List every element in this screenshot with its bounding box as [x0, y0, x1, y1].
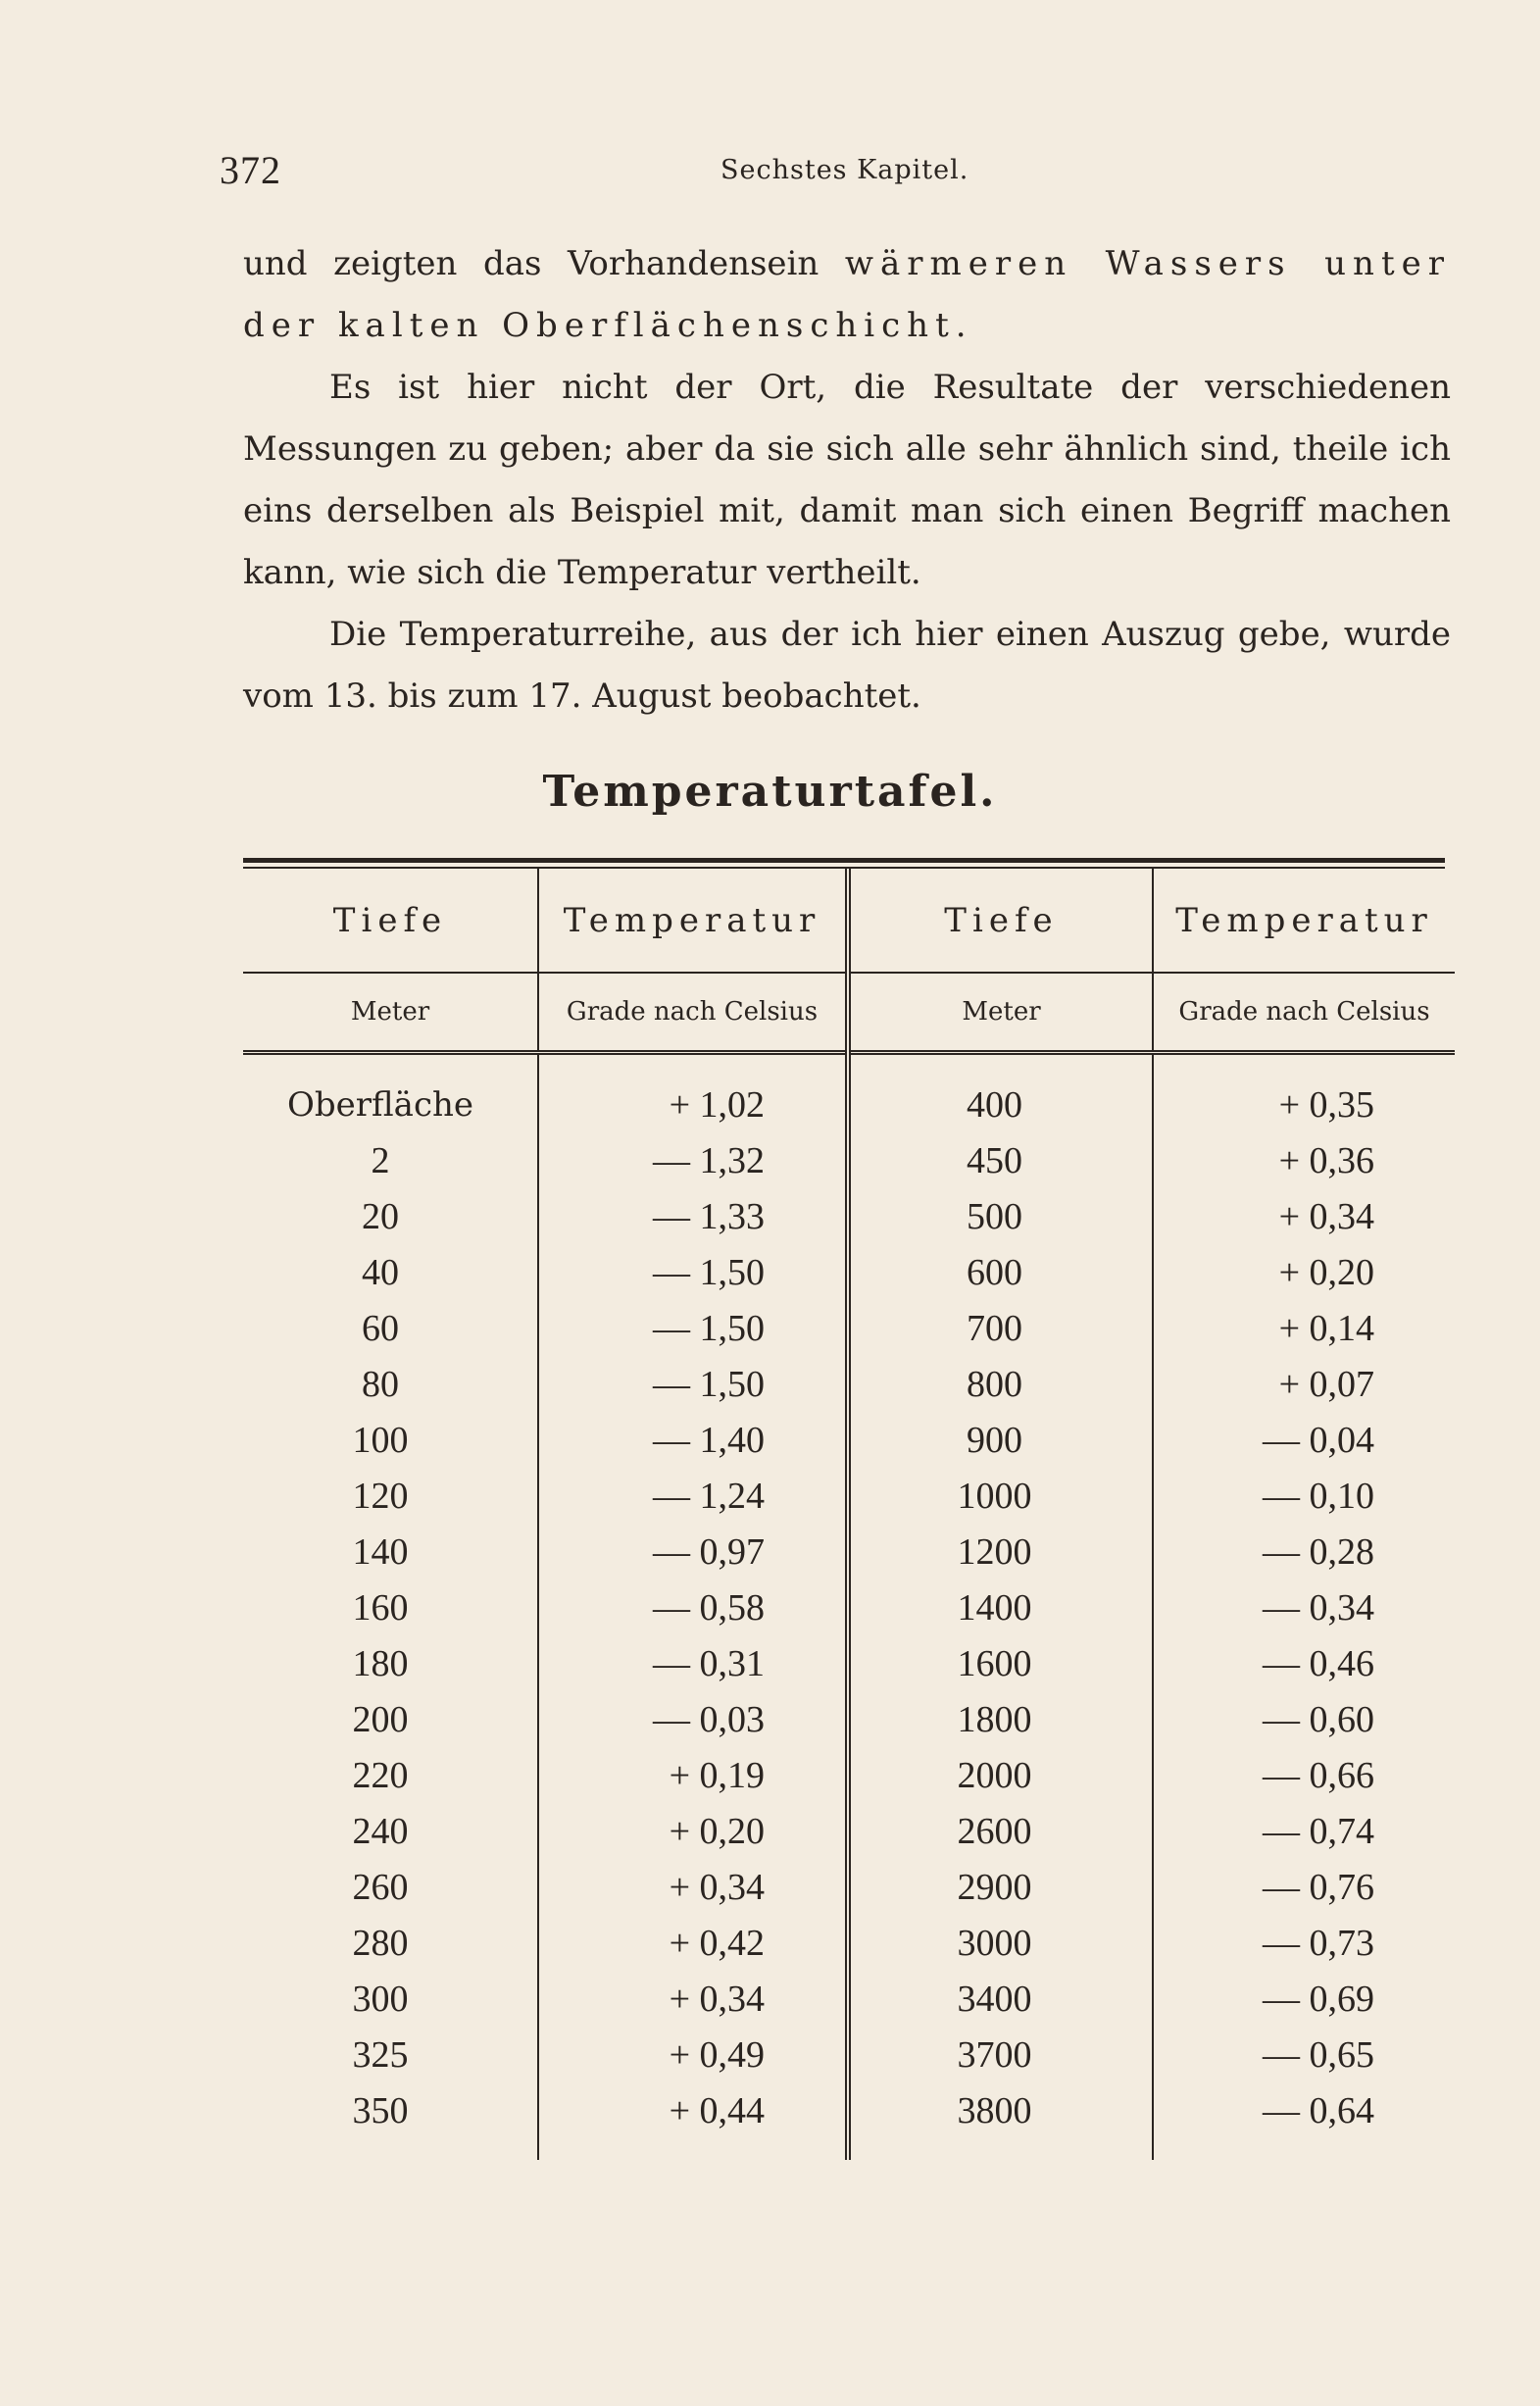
temperature-cell: — 0,64 — [1153, 2082, 1455, 2160]
depth-cell: 100 — [352, 1419, 409, 1461]
unit-depth-1: Meter — [243, 973, 538, 1053]
temperature-cell: + 0,44 — [538, 2082, 848, 2160]
header-depth-2: Tiefe — [848, 869, 1153, 973]
unit-temperature-1: Grade nach Celsius — [538, 973, 848, 1053]
depth-cell: 240 — [352, 1810, 409, 1852]
table-row — [243, 1579, 1455, 1635]
temperature-cell: — 1,50 — [538, 1356, 848, 1412]
depth-cell: 2 — [371, 1139, 390, 1181]
header-depth-1: Tiefe — [332, 900, 448, 940]
unit-depth-2: Meter — [848, 973, 1153, 1053]
depth-cell: 260 — [352, 1866, 409, 1908]
depth-cell: 325 — [352, 2033, 409, 2076]
page-number: 372 — [220, 148, 281, 192]
depth-cell: 1200 — [848, 1524, 1153, 1579]
body-text — [243, 233, 1451, 727]
temperature-cell: — 0,65 — [1153, 2027, 1455, 2082]
depth-cell: 3000 — [848, 1915, 1153, 1971]
temperature-cell: — 0,69 — [1153, 1971, 1455, 2027]
temperature-cell: — 0,58 — [538, 1579, 848, 1635]
temperature-cell: — 1,33 — [538, 1188, 848, 1244]
depth-cell: 2000 — [848, 1747, 1153, 1803]
depth-cell: 700 — [848, 1300, 1153, 1356]
depth-cell: 800 — [848, 1356, 1153, 1412]
temperature-cell: — 0,76 — [1153, 1859, 1455, 1915]
depth-cell: 400 — [848, 1053, 1153, 1133]
depth-cell: 20 — [362, 1195, 399, 1237]
depth-cell: 200 — [352, 1698, 409, 1740]
temperature-cell: — 1,50 — [538, 1244, 848, 1300]
temperature-cell: + 0,36 — [1153, 1132, 1455, 1188]
temperature-cell: + 0,20 — [1153, 1244, 1455, 1300]
temperature-cell: — 0,31 — [538, 1635, 848, 1691]
temperature-cell: + 0,19 — [538, 1747, 848, 1803]
temperature-cell: — 1,50 — [538, 1300, 848, 1356]
table-row — [243, 2082, 1455, 2160]
depth-cell: 60 — [362, 1307, 399, 1349]
temperature-cell: — 0,73 — [1153, 1915, 1455, 1971]
temperature-cell: + 1,02 — [538, 1053, 848, 1133]
depth-cell: 280 — [352, 1922, 409, 1964]
temperature-cell: + 0,34 — [1153, 1188, 1455, 1244]
temperature-cell: — 0,46 — [1153, 1635, 1455, 1691]
table-row — [243, 1524, 1455, 1579]
depth-cell: 1000 — [848, 1468, 1153, 1524]
table-row — [243, 1300, 1455, 1356]
table-row — [243, 1132, 1455, 1188]
temperature-cell: + 0,34 — [538, 1971, 848, 2027]
table-row — [243, 1915, 1455, 1971]
table-row — [243, 1053, 1455, 1133]
depth-cell: 3700 — [848, 2027, 1153, 2082]
depth-cell: 2600 — [848, 1803, 1153, 1859]
temperature-cell: — 0,34 — [1153, 1579, 1455, 1635]
temperature-cell: — 0,04 — [1153, 1412, 1455, 1468]
depth-cell: 450 — [848, 1132, 1153, 1188]
depth-cell: 1600 — [848, 1635, 1153, 1691]
temperature-table — [243, 858, 1445, 2160]
header-temperature-2: Temperatur — [1153, 869, 1455, 973]
depth-cell: 900 — [848, 1412, 1153, 1468]
depth-cell: 3800 — [848, 2082, 1153, 2160]
temperature-cell: + 0,35 — [1153, 1053, 1455, 1133]
running-head: Sechstes Kapitel. — [720, 155, 969, 185]
temperature-cell: + 0,20 — [538, 1803, 848, 1859]
header-row — [243, 869, 1455, 973]
temperature-table-grid — [243, 869, 1455, 2160]
table-row — [243, 1691, 1455, 1747]
table-top-rule-heavy — [243, 858, 1445, 863]
table-row — [243, 2027, 1455, 2082]
paragraph-1-emphasis: wärmeren Wassers unter der kalten Oberflächenschicht. — [243, 244, 1451, 345]
table-row — [243, 1747, 1455, 1803]
depth-cell: 160 — [352, 1586, 409, 1629]
temperature-cell: + 0,34 — [538, 1859, 848, 1915]
temperature-cell: + 0,07 — [1153, 1356, 1455, 1412]
temperature-cell: — 0,60 — [1153, 1691, 1455, 1747]
depth-cell: 3400 — [848, 1971, 1153, 2027]
unit-temperature-2: Grade nach Celsius — [1153, 973, 1455, 1053]
temperature-cell: — 1,24 — [538, 1468, 848, 1524]
depth-cell: 180 — [352, 1642, 409, 1684]
depth-cell: 600 — [848, 1244, 1153, 1300]
temperature-cell: + 0,14 — [1153, 1300, 1455, 1356]
header-temperature-1: Temperatur — [538, 869, 848, 973]
temperature-cell: — 0,97 — [538, 1524, 848, 1579]
depth-cell: 500 — [848, 1188, 1153, 1244]
temperature-cell: — 1,40 — [538, 1412, 848, 1468]
table-row — [243, 1188, 1455, 1244]
table-row — [243, 1468, 1455, 1524]
paragraph-continuation — [243, 233, 1451, 357]
table-row — [243, 1244, 1455, 1300]
depth-cell: 2900 — [848, 1859, 1153, 1915]
temperature-cell: — 0,28 — [1153, 1524, 1455, 1579]
table-row — [243, 1803, 1455, 1859]
temperature-cell: + 0,42 — [538, 1915, 848, 1971]
temperature-cell: — 0,74 — [1153, 1803, 1455, 1859]
table-row — [243, 1412, 1455, 1468]
depth-cell: 40 — [362, 1251, 399, 1293]
temperature-cell: — 0,66 — [1153, 1747, 1455, 1803]
temperature-cell: — 0,03 — [538, 1691, 848, 1747]
depth-cell: 140 — [352, 1530, 409, 1573]
temperature-cell: — 1,32 — [538, 1132, 848, 1188]
table-row — [243, 1971, 1455, 2027]
depth-cell: 300 — [352, 1978, 409, 2020]
temperature-cell: — 0,10 — [1153, 1468, 1455, 1524]
depth-cell: Oberfläche — [286, 1084, 474, 1125]
depth-cell: 350 — [352, 2089, 409, 2131]
unit-row — [243, 973, 1455, 1053]
paragraph-2: Es ist hier nicht der Ort, die Resultate der verschiedenen Messungen zu geben; aber da sie sich alle sehr ähnlich sind, theile ich eins derselben als Beispiel mit, damit man sich einen Begriff machen kann, wie sich die Temperatur vertheilt. — [243, 368, 1451, 592]
table-row — [243, 1635, 1455, 1691]
table-row — [243, 1356, 1455, 1412]
table-title: Temperaturtafel. — [542, 767, 998, 817]
table-body — [243, 1053, 1455, 2161]
depth-cell: 220 — [352, 1754, 409, 1796]
depth-cell: 120 — [352, 1475, 409, 1517]
depth-cell: 80 — [362, 1363, 399, 1405]
depth-cell: 1800 — [848, 1691, 1153, 1747]
temperature-cell: + 0,49 — [538, 2027, 848, 2082]
depth-cell: 1400 — [848, 1579, 1153, 1635]
table-row — [243, 1859, 1455, 1915]
paragraph-1-text: und zeigten das Vorhandensein — [243, 244, 845, 283]
paragraph-3: Die Temperaturreihe, aus der ich hier einen Auszug gebe, wurde vom 13. bis zum 17. August beobachtet. — [243, 615, 1451, 716]
